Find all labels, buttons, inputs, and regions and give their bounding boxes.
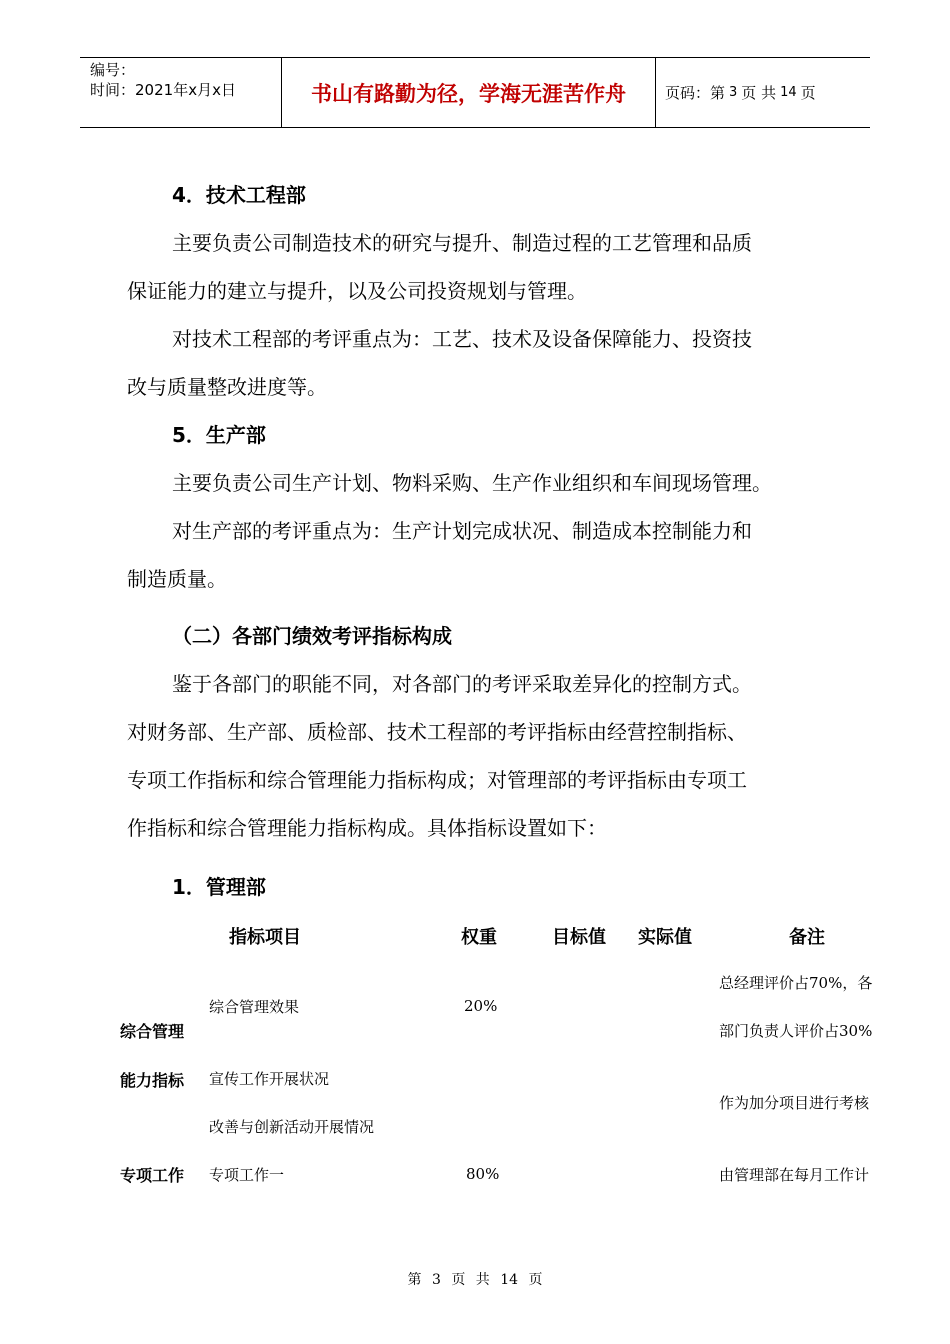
table-header-weight: 权重 <box>461 927 497 948</box>
part-2-paragraph-line-3: 专项工作指标和综合管理能力指标构成；对管理部的考评指标由专项工 <box>127 768 747 792</box>
section-5-title: 5．生产部 <box>172 423 266 447</box>
section-4-paragraph-2-line-1: 对技术工程部的考评重点为：工艺、技术及设备保障能力、投资技 <box>172 327 752 351</box>
footer-total: 14 <box>500 1272 519 1288</box>
table-header-target: 目标值 <box>552 927 606 948</box>
table-header-item: 指标项目 <box>229 927 301 948</box>
time-line <box>90 80 236 100</box>
subsection-1-title: 1．管理部 <box>172 875 266 899</box>
header-page-info <box>665 58 816 127</box>
category-1-line-2: 能力指标 <box>120 1071 185 1090</box>
part-2-paragraph-line-4: 作指标和综合管理能力指标构成。具体指标设置如下： <box>127 816 607 840</box>
category-1-line-1: 综合管理 <box>120 1022 185 1041</box>
page-footer <box>0 1269 950 1289</box>
part-2-paragraph-line-2: 对财务部、生产部、质检部、技术工程部的考评指标由经营控制指标、 <box>127 720 747 744</box>
table-row-3-item: 改善与创新活动开展情况 <box>209 1118 375 1136</box>
page-header <box>80 57 870 128</box>
section-4-paragraph-2-line-2: 改与质量整改进度等。 <box>127 375 327 399</box>
page-total: 14 <box>780 85 797 100</box>
time-value: 2021年x月x日 <box>135 81 236 99</box>
table-row-1-note-line-1: 总经理评价占70%，各 <box>719 974 873 992</box>
section-4-paragraph-1-line-1: 主要负责公司制造技术的研究与提升、制造过程的工艺管理和品质 <box>172 231 752 255</box>
section-4-paragraph-1-line-2: 保证能力的建立与提升，以及公司投资规划与管理。 <box>127 279 587 303</box>
section-5-paragraph-2-line-1: 对生产部的考评重点为：生产计划完成状况、制造成本控制能力和 <box>172 519 752 543</box>
category-2: 专项工作 <box>120 1166 185 1185</box>
section-5-paragraph-1: 主要负责公司生产计划、物料采购、生产作业组织和车间现场管理。 <box>172 471 772 495</box>
footer-end: 页 <box>528 1272 543 1288</box>
time-label: 时间： <box>90 81 136 99</box>
section-4-title: 4．技术工程部 <box>172 183 306 207</box>
table-row-2-item: 宣传工作开展状况 <box>209 1070 330 1088</box>
table-header-actual: 实际值 <box>638 927 692 948</box>
number-label: 编号： <box>90 61 136 79</box>
footer-current: 3 <box>431 1272 441 1288</box>
page-current: 3 <box>729 85 738 100</box>
page-mid: 页 共 <box>741 84 777 102</box>
footer-mid-2: 共 <box>475 1272 490 1288</box>
table-row-3-note: 作为加分项目进行考核 <box>719 1094 870 1112</box>
header-meta <box>90 60 236 100</box>
page-end: 页 <box>800 84 816 102</box>
table-row-1-weight: 20% <box>464 997 498 1015</box>
table-row-4-weight: 80% <box>466 1165 500 1183</box>
footer-pre: 第 <box>407 1272 422 1288</box>
table-row-4-item: 专项工作一 <box>209 1166 285 1184</box>
footer-mid-1: 页 <box>451 1272 466 1288</box>
part-2-paragraph-line-1: 鉴于各部门的职能不同，对各部门的考评采取差异化的控制方式。 <box>172 672 752 696</box>
page-label: 页码：第 <box>665 84 726 102</box>
table-row-1-item: 综合管理效果 <box>209 998 300 1016</box>
table-header-note: 备注 <box>789 927 825 948</box>
section-5-paragraph-2-line-2: 制造质量。 <box>127 567 227 591</box>
table-row-4-note: 由管理部在每月工作计 <box>719 1166 870 1184</box>
table-row-1-note-line-2: 部门负责人评价占30% <box>719 1022 873 1040</box>
header-motto: 书山有路勤为径，学海无涯苦作舟 <box>281 58 656 127</box>
part-2-title: （二）各部门绩效考评指标构成 <box>172 624 452 648</box>
